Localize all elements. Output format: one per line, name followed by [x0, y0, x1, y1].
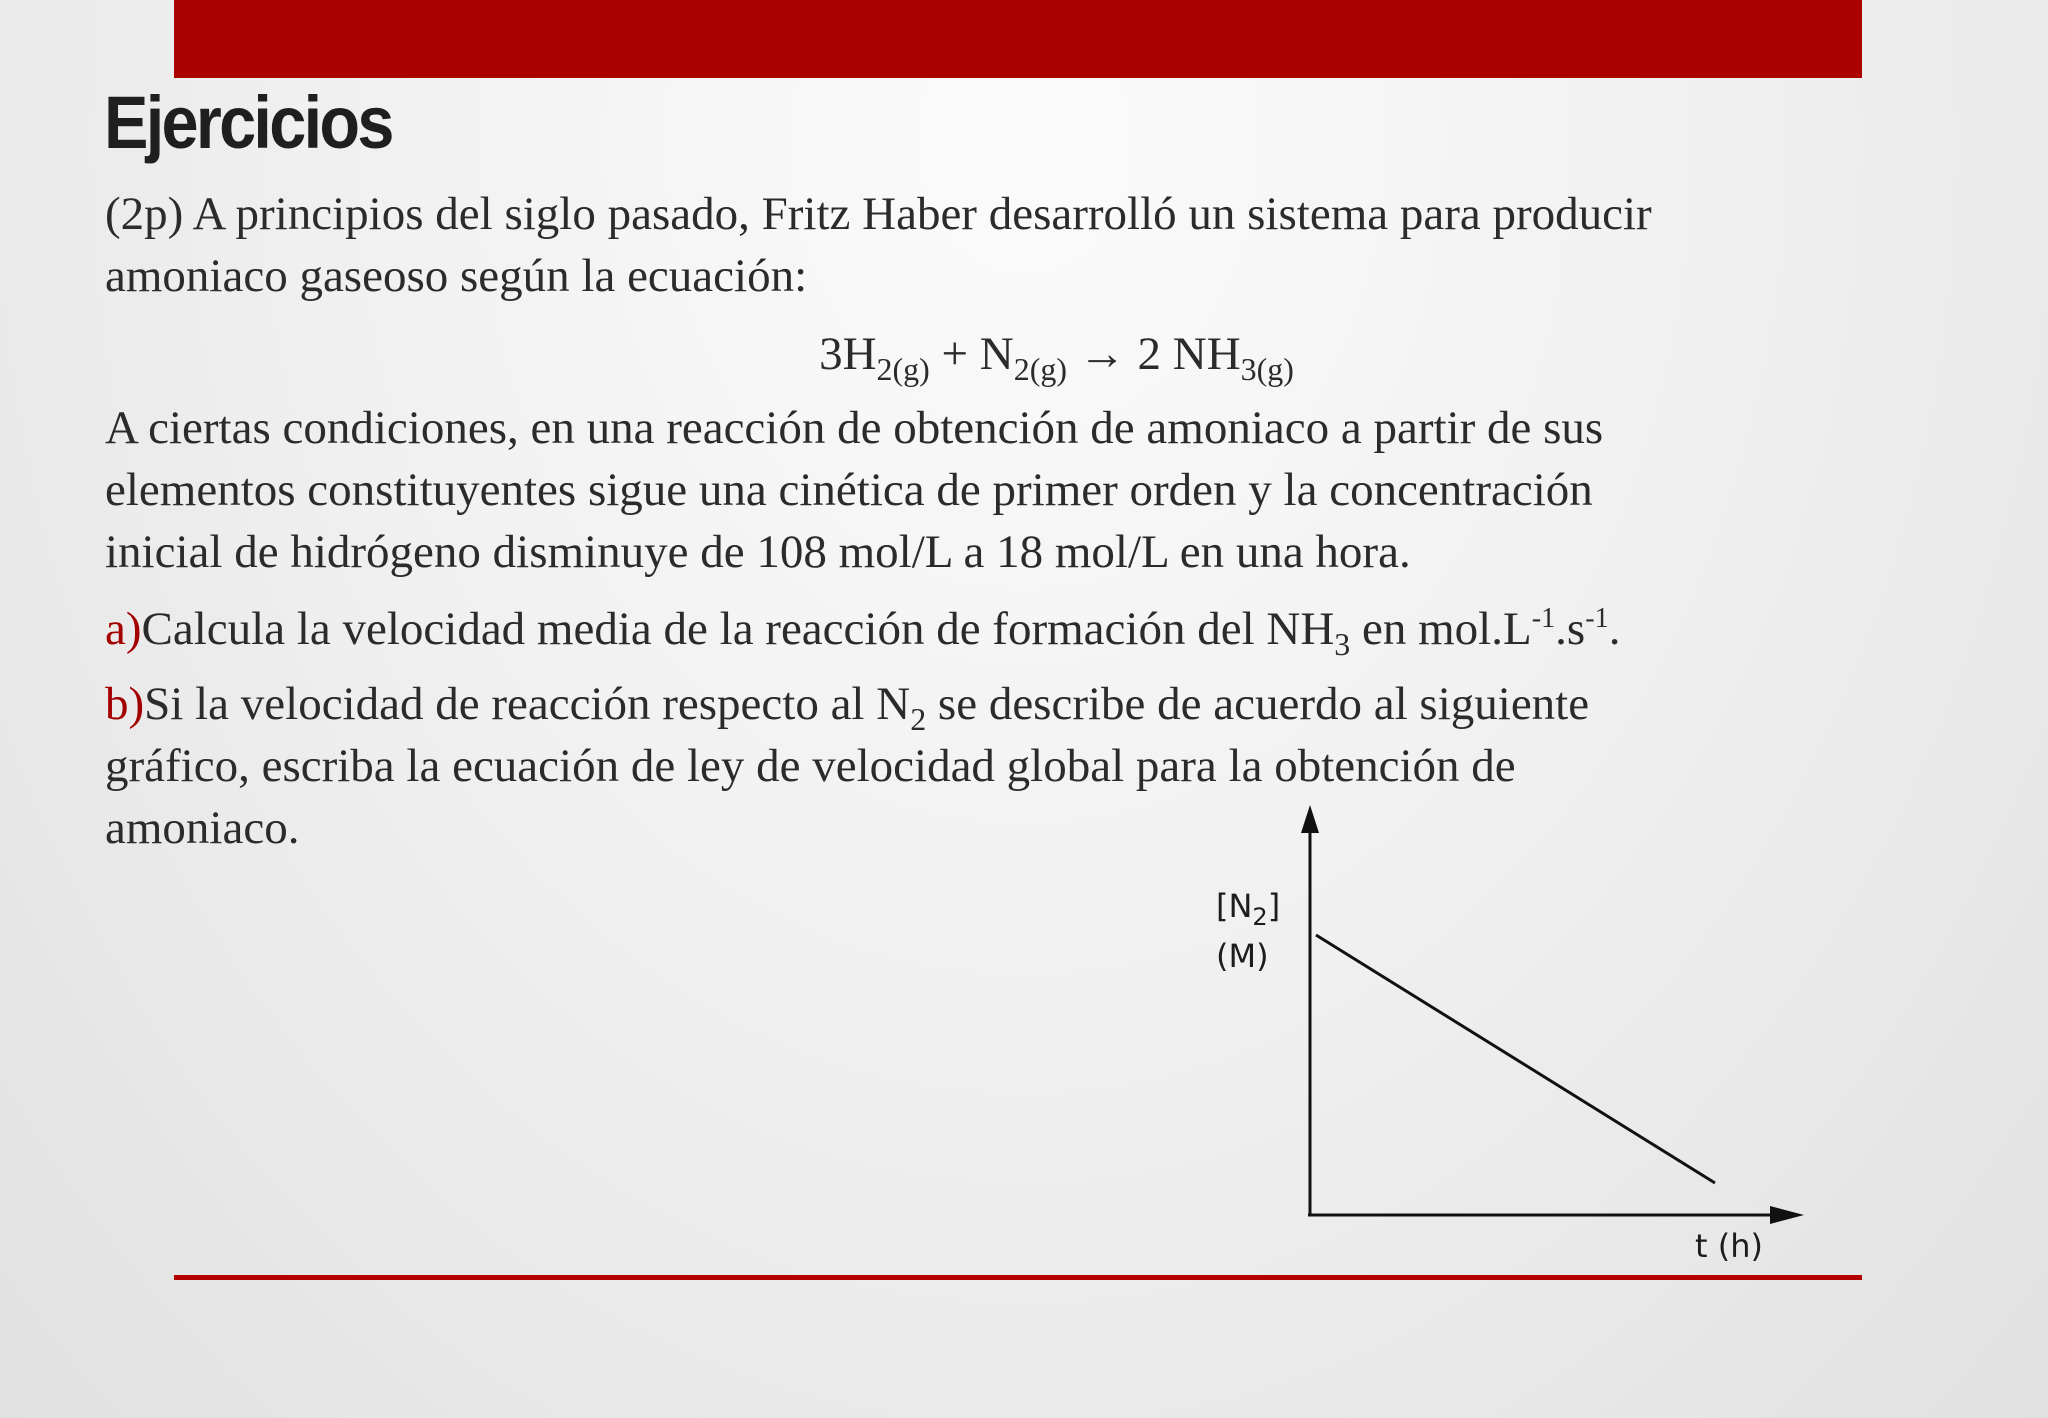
context-line-2: elementos constituyentes sigue una cinética de primer orden y la concentración [105, 464, 1593, 516]
y-axis-label [1216, 887, 1280, 931]
question-b-text-2: se describe de acuerdo al siguiente [926, 678, 1590, 730]
question-b-sub: 2 [910, 702, 927, 738]
question-a-end: . [1608, 603, 1621, 655]
question-a-units: en mol.L [1350, 603, 1532, 655]
top-accent-bar [174, 0, 1862, 78]
intro-paragraph [105, 183, 1865, 307]
intro-line-2: amoniaco gaseoso según la ecuación: [105, 250, 808, 302]
question-a-sub: 3 [1334, 627, 1351, 663]
question-a-text: Calcula la velocidad media de la reacción de formación del NH [141, 603, 1335, 655]
context-paragraph [105, 397, 1865, 583]
concentration-graph [1180, 795, 1820, 1275]
intro-line-1: (2p) A principios del siglo pasado, Fritz Haber desarrolló un sistema para producir [105, 188, 1652, 240]
question-a-sup1: -1 [1531, 603, 1556, 635]
bottom-rule [174, 1275, 1862, 1280]
y-axis-label-close: ] [1267, 887, 1281, 925]
question-b-text-1: Si la velocidad de reacción respecto al N [144, 678, 911, 730]
x-axis-arrowhead [1770, 1206, 1804, 1224]
equation-sub-nh3: 3(g) [1240, 352, 1294, 388]
question-b-line-1 [105, 673, 1865, 738]
equation-term-h2: 3H [819, 328, 877, 380]
question-a [105, 598, 1865, 663]
question-a-letter: a) [105, 603, 142, 655]
x-axis-label: t (h) [1695, 1227, 1763, 1265]
context-line-1: A ciertas condiciones, en una reacción de obtención de amoniaco a partir de sus [105, 402, 1604, 454]
y-axis-label-sub: 2 [1252, 903, 1268, 931]
slide-title: Ejercicios [104, 81, 392, 164]
question-a-dot: .s [1555, 603, 1586, 655]
question-b-letter: b) [105, 678, 145, 730]
question-b-line-3: amoniaco. [105, 802, 300, 854]
question-a-sup2: -1 [1585, 603, 1609, 635]
equation-sub-h2: 2(g) [876, 352, 930, 388]
equation-sub-n2: 2(g) [1013, 352, 1067, 388]
chemical-equation [0, 324, 2048, 388]
equation-term-n2: + N [929, 328, 1014, 380]
y-axis-label-main: [N [1216, 887, 1253, 925]
y-axis-arrowhead [1301, 805, 1319, 833]
concentration-line [1316, 935, 1715, 1183]
equation-term-nh3: → 2 NH [1067, 328, 1241, 380]
context-line-3: inicial de hidrógeno disminuye de 108 mol/L a 18 mol/L en una hora. [105, 526, 1411, 578]
y-axis-unit: (M) [1216, 937, 1269, 975]
question-b-line-2: gráfico, escriba la ecuación de ley de velocidad global para la obtención de [105, 740, 1516, 792]
